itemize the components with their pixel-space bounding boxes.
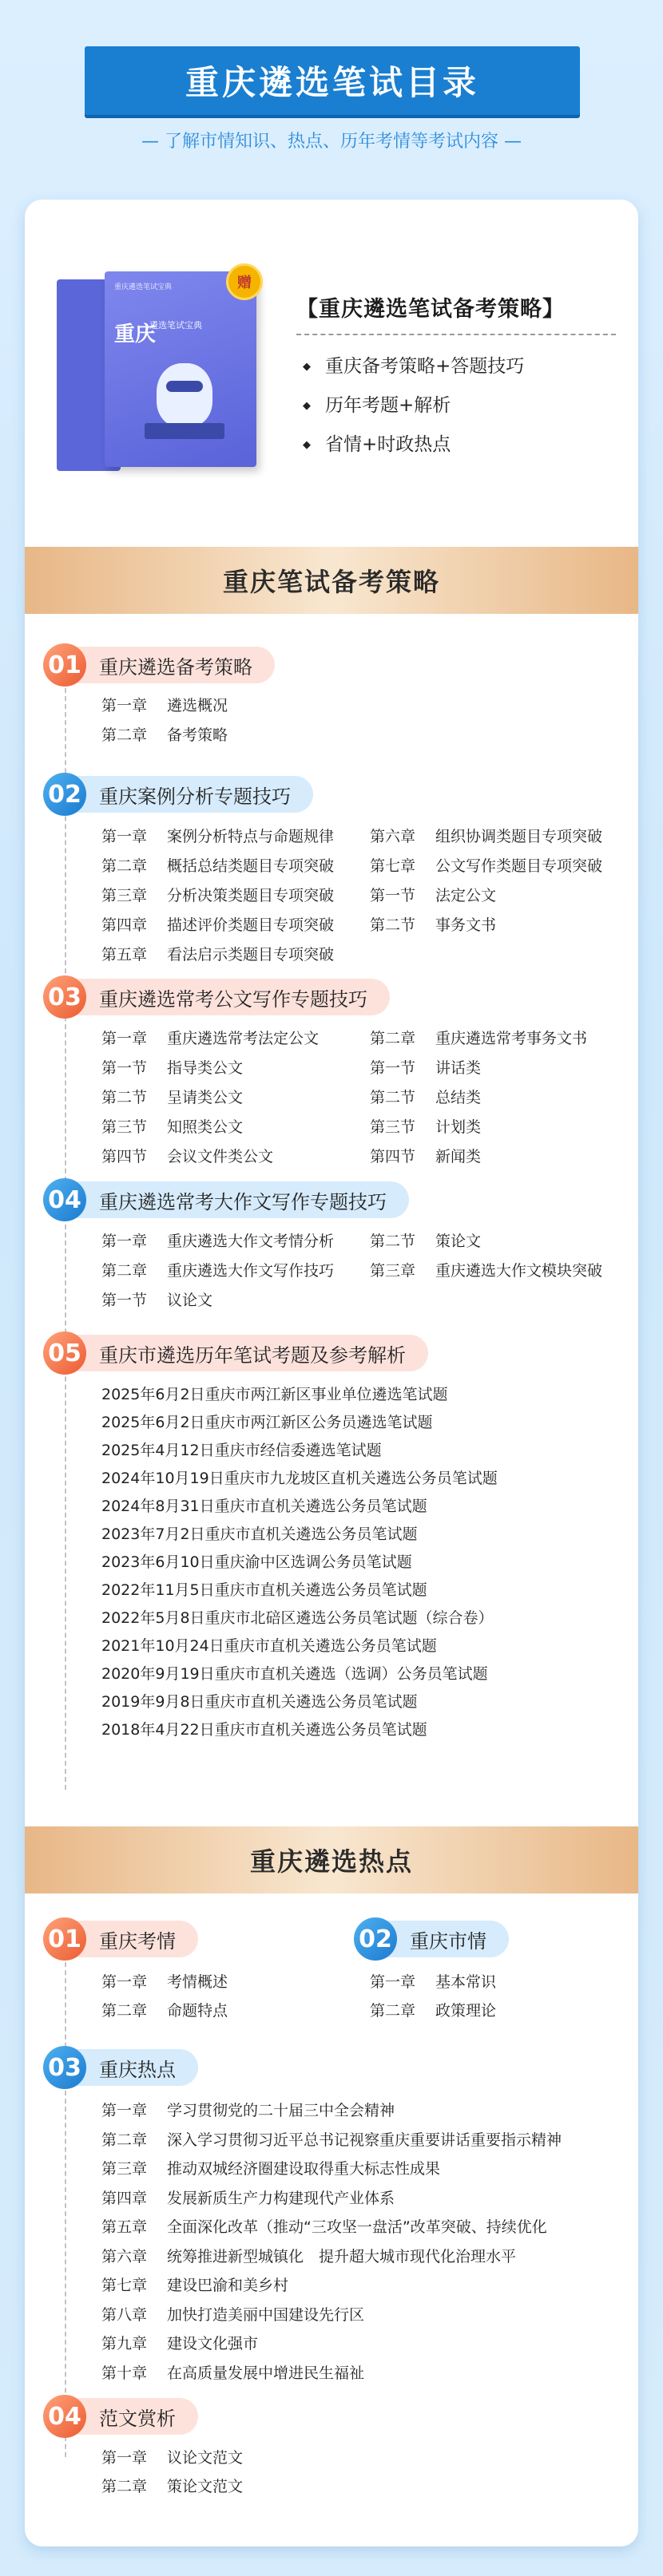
chapter-text: 重庆遴选大作文考情分析 xyxy=(167,1233,335,1250)
chapter-header-2 xyxy=(43,773,313,816)
list-item xyxy=(370,1146,481,1168)
list-item: 2023年6月10日重庆渝中区选调公务员笔试题 xyxy=(101,1553,412,1571)
list-item xyxy=(101,2475,243,2498)
list-item: 2021年10月24日重庆市直机关遴选公务员笔试题 xyxy=(101,1637,437,1655)
list-item xyxy=(101,855,334,877)
chapter-text: 指导类公文 xyxy=(167,1059,244,1077)
list-item: 2022年11月5日重庆市直机关遴选公务员笔试题 xyxy=(101,1581,427,1599)
chapter-title: 重庆热点 xyxy=(72,2049,198,2086)
chapter-title: 重庆遴选备考策略 xyxy=(72,647,275,683)
chapter-text: 看法启示类题目专项突破 xyxy=(167,946,335,964)
chapter-key: 第二章 xyxy=(101,2131,148,2149)
chapter-key: 第七章 xyxy=(101,2277,148,2294)
chapter-number: 02 xyxy=(354,1917,397,1961)
list-item: 2024年8月31日重庆市直机关遴选公务员笔试题 xyxy=(101,1498,427,1515)
promo-item: ◆ 历年考题+解析 xyxy=(303,386,524,425)
chapter-key: 第二章 xyxy=(370,2002,416,2020)
chapter-key: 第一章 xyxy=(101,1030,148,1047)
chapter-key: 第一章 xyxy=(101,1233,148,1250)
chapter-text: 策论文 xyxy=(435,1233,482,1250)
chapter-text: 遴选概况 xyxy=(167,697,228,714)
chapter-title: 重庆遴选常考大作文写作专题技巧 xyxy=(72,1181,409,1218)
list-item xyxy=(101,2216,547,2238)
section-banner-hotspots: 重庆遴选热点 xyxy=(25,1826,638,1893)
list-item xyxy=(101,2187,395,2210)
chapter-text: 组织协调类题目专项突破 xyxy=(435,828,603,845)
chapter-key: 第四节 xyxy=(101,1148,148,1165)
hot-chapter-header-1 xyxy=(43,1917,198,1961)
chapter-title: 重庆市遴选历年笔试考题及参考解析 xyxy=(72,1335,428,1371)
list-item xyxy=(101,825,334,848)
timeline-line xyxy=(65,672,66,1790)
chapter-key: 第二节 xyxy=(370,1233,416,1250)
book-publisher: 重庆遴选笔试宝典 xyxy=(114,283,173,291)
chapter-header-1 xyxy=(43,643,275,687)
list-item xyxy=(101,2362,364,2384)
chapter-text: 事务文书 xyxy=(435,916,497,934)
chapter-header-5 xyxy=(43,1332,428,1375)
chapter-key: 第五章 xyxy=(101,2218,148,2236)
chapter-text: 全面深化改革（推动“三攻坚一盘活”改革突破、持续优化 xyxy=(167,2218,547,2236)
list-item xyxy=(101,1260,334,1282)
chapter-title: 重庆案例分析专题技巧 xyxy=(72,776,313,813)
chapter-key: 第二节 xyxy=(370,916,416,934)
chapter-text: 重庆遴选常考事务文书 xyxy=(435,1030,588,1047)
chapter-key: 第一章 xyxy=(101,2102,148,2119)
list-item xyxy=(101,2129,562,2151)
chapter-text: 建设巴渝和美乡村 xyxy=(167,2277,289,2294)
list-item xyxy=(370,884,496,907)
list-item xyxy=(370,2000,496,2022)
chapter-title: 重庆考情 xyxy=(72,1921,198,1957)
chapter-text: 描述评价类题目专项突破 xyxy=(167,916,335,934)
chapter-text: 案例分析特点与命题规律 xyxy=(167,828,335,845)
list-item xyxy=(370,1057,481,1079)
chapter-key: 第三节 xyxy=(370,1118,416,1136)
chapter-key: 第二章 xyxy=(101,857,148,875)
list-item xyxy=(101,2274,288,2297)
list-item xyxy=(101,2447,243,2469)
chapter-text: 计划类 xyxy=(435,1118,482,1136)
chapter-key: 第一章 xyxy=(101,1973,148,1991)
chapter-key: 第四章 xyxy=(101,916,148,934)
chapter-text: 命题特点 xyxy=(167,2002,228,2020)
chapter-text: 新闻类 xyxy=(435,1148,482,1165)
list-item: 2022年5月8日重庆市北碚区遴选公务员笔试题（综合卷） xyxy=(101,1609,494,1627)
chapter-key: 第二章 xyxy=(101,2002,148,2020)
list-item xyxy=(101,1146,273,1168)
hot-chapter-header-2 xyxy=(354,1917,509,1961)
promo-item: ◆ 省情+时政热点 xyxy=(303,425,524,465)
page-title: 重庆遴选笔试目录 xyxy=(85,46,580,115)
list-item xyxy=(101,2304,364,2326)
list-item xyxy=(101,1289,212,1312)
list-item xyxy=(101,914,334,936)
chapter-number: 01 xyxy=(43,1917,86,1961)
promo-list xyxy=(303,347,524,465)
chapter-key: 第六章 xyxy=(101,2247,148,2265)
chapter-text: 议论文 xyxy=(167,1292,213,1309)
list-item xyxy=(101,2158,440,2180)
chapter-key: 第三节 xyxy=(101,1118,148,1136)
chapter-text: 发展新质生产力构建现代产业体系 xyxy=(167,2189,395,2207)
chapter-key: 第一节 xyxy=(101,1292,148,1309)
list-item: 2025年6月2日重庆市两江新区公务员遴选笔试题 xyxy=(101,1414,433,1431)
chapter-title: 重庆遴选常考公文写作专题技巧 xyxy=(72,979,390,1015)
chapter-number: 04 xyxy=(43,2395,86,2438)
list-item xyxy=(101,2333,258,2355)
list-item xyxy=(370,1027,587,1050)
list-item: 2023年7月2日重庆市直机关遴选公务员笔试题 xyxy=(101,1525,418,1543)
list-item xyxy=(101,724,228,746)
gift-badge: 赠 xyxy=(226,263,263,300)
chapter-text: 讲话类 xyxy=(435,1059,482,1077)
chapter-text: 在高质量发展中增进民生福祉 xyxy=(167,2364,365,2382)
hot-chapter-header-4 xyxy=(43,2395,198,2438)
chapter-text: 深入学习贯彻习近平总书记视察重庆重要讲话重要指示精神 xyxy=(167,2131,562,2149)
chapter-key: 第二节 xyxy=(101,1089,148,1106)
chapter-number: 01 xyxy=(43,643,86,687)
chapter-key: 第五章 xyxy=(101,946,148,964)
list-item xyxy=(101,2000,228,2022)
chapter-text: 推动双城经济圈建设取得重大标志性成果 xyxy=(167,2160,441,2178)
list-item xyxy=(370,914,496,936)
list-item xyxy=(370,1971,496,1993)
chapter-text: 公文写作类题目专项突破 xyxy=(435,857,603,875)
chapter-text: 会议文件类公文 xyxy=(167,1148,274,1165)
list-item xyxy=(101,1086,243,1109)
chapter-number: 04 xyxy=(43,1178,86,1221)
book-title: 重庆 xyxy=(114,322,157,346)
page-subtitle: — 了解市情知识、热点、历年考情等考试内容 — xyxy=(141,132,522,152)
chapter-key: 第一节 xyxy=(370,1059,416,1077)
chapter-key: 第十章 xyxy=(101,2364,148,2382)
chapter-key: 第一章 xyxy=(101,697,148,714)
chapter-key: 第一节 xyxy=(370,887,416,904)
chapter-key: 第二章 xyxy=(370,1030,416,1047)
list-item xyxy=(101,1116,243,1138)
chapter-header-3 xyxy=(43,975,390,1019)
chapter-title: 范文赏析 xyxy=(72,2398,198,2435)
chapter-key: 第八章 xyxy=(101,2305,148,2324)
list-item xyxy=(370,1086,481,1109)
promo-item: ◆ 重庆备考策略+答题技巧 xyxy=(303,347,524,386)
promo-title: 【重庆遴选笔试备考策略】 xyxy=(296,297,565,322)
chapter-text: 重庆遴选大作文写作技巧 xyxy=(167,1262,335,1280)
chapter-text: 重庆遴选常考法定公文 xyxy=(167,1030,320,1047)
chapter-text: 分析决策类题目专项突破 xyxy=(167,887,335,904)
list-item: 2025年4月12日重庆市经信委遴选笔试题 xyxy=(101,1442,382,1459)
list-item xyxy=(370,855,602,877)
chapter-key: 第六章 xyxy=(370,828,416,845)
list-item: 2024年10月19日重庆市九龙坡区直机关遴选公务员笔试题 xyxy=(101,1470,498,1487)
chapter-text: 总结类 xyxy=(435,1089,482,1106)
chapter-key: 第一节 xyxy=(101,1059,148,1077)
chapter-key: 第一章 xyxy=(101,2449,148,2467)
chapter-key: 第二章 xyxy=(101,1262,148,1280)
chapter-key: 第三章 xyxy=(101,2160,148,2178)
chapter-number: 03 xyxy=(43,975,86,1019)
catalog-card xyxy=(25,200,638,2546)
chapter-text: 知照类公文 xyxy=(167,1118,244,1136)
list-item xyxy=(101,694,228,717)
chapter-key: 第九章 xyxy=(101,2335,148,2352)
list-item: 2018年4月22日重庆市直机关遴选公务员笔试题 xyxy=(101,1721,427,1739)
hot-chapter-header-3 xyxy=(43,2046,198,2089)
chapter-key: 第三章 xyxy=(101,887,148,904)
chapter-key: 第一章 xyxy=(370,1973,416,1991)
chapter-text: 学习贯彻党的二十届三中全会精神 xyxy=(167,2102,395,2119)
chapter-text: 考情概述 xyxy=(167,1973,228,1991)
promo-divider xyxy=(296,334,616,335)
list-item: 2019年9月8日重庆市直机关遴选公务员笔试题 xyxy=(101,1693,418,1711)
chapter-text: 加快打造美丽中国建设先行区 xyxy=(167,2305,365,2324)
list-item xyxy=(101,1230,334,1252)
chapter-text: 基本常识 xyxy=(435,1973,497,1991)
list-item xyxy=(101,2099,395,2122)
chapter-text: 策论文范文 xyxy=(167,2478,244,2495)
chapter-text: 议论文范文 xyxy=(167,2449,244,2467)
list-item xyxy=(101,2246,516,2268)
section-banner-strategy: 重庆笔试备考策略 xyxy=(25,547,638,614)
chapter-key: 第二章 xyxy=(101,2478,148,2495)
chapter-key: 第三章 xyxy=(370,1262,416,1280)
chapter-text: 概括总结类题目专项突破 xyxy=(167,857,335,875)
chapter-number: 05 xyxy=(43,1332,86,1375)
chapter-text: 政策理论 xyxy=(435,2002,497,2020)
chapter-key: 第一章 xyxy=(101,828,148,845)
chapter-text: 呈请类公文 xyxy=(167,1089,244,1106)
chapter-number: 03 xyxy=(43,2046,86,2089)
chapter-text: 建设文化强市 xyxy=(167,2335,259,2352)
chapter-text: 统筹推进新型城镇化 提升超大城市现代化治理水平 xyxy=(167,2247,517,2265)
chapter-key: 第二节 xyxy=(370,1089,416,1106)
chapter-text: 重庆遴选大作文模块突破 xyxy=(435,1262,603,1280)
list-item xyxy=(101,1971,228,1993)
chapter-number: 02 xyxy=(43,773,86,816)
list-item xyxy=(370,1230,481,1252)
timeline-line xyxy=(65,1946,66,2457)
mascot-icon xyxy=(157,363,212,427)
list-item xyxy=(101,1057,243,1079)
chapter-key: 第七章 xyxy=(370,857,416,875)
list-item xyxy=(101,1027,319,1050)
chapter-key: 第四节 xyxy=(370,1148,416,1165)
gift-book-image xyxy=(57,263,264,471)
list-item xyxy=(370,825,602,848)
books-pile-icon xyxy=(145,423,224,439)
list-item xyxy=(101,884,334,907)
chapter-header-4 xyxy=(43,1178,409,1221)
list-item: 2020年9月19日重庆市直机关遴选（选调）公务员笔试题 xyxy=(101,1665,488,1683)
chapter-key: 第四章 xyxy=(101,2189,148,2207)
book-front-cover xyxy=(105,271,256,467)
book-subtitle: 遴选笔试宝典 xyxy=(149,320,202,330)
chapter-text: 法定公文 xyxy=(435,887,497,904)
list-item xyxy=(370,1116,481,1138)
chapter-text: 备考策略 xyxy=(167,726,228,744)
list-item xyxy=(101,944,334,966)
chapter-title: 重庆市情 xyxy=(383,1921,509,1957)
list-item xyxy=(370,1260,602,1282)
list-item: 2025年6月2日重庆市两江新区事业单位遴选笔试题 xyxy=(101,1386,448,1403)
chapter-key: 第二章 xyxy=(101,726,148,744)
